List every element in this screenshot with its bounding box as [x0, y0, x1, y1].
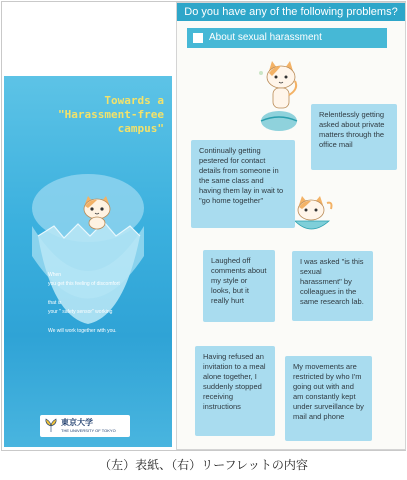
cover-line-3: that is — [48, 300, 62, 306]
problem-bubble-6: My movements are restricted by who I'm going out with and am constantly kept under surveillance by mail and phone — [285, 356, 372, 441]
section-heading-text: About sexual harassment — [209, 32, 322, 43]
cover-line-5: We will work together with you. — [48, 328, 117, 334]
cat-on-ball-icon — [249, 55, 309, 135]
logo-subtitle: THE UNIVERSITY OF TOKYO — [61, 428, 116, 433]
cover-line-1: When — [48, 272, 62, 278]
ginkgo-logo-icon — [44, 418, 58, 433]
problem-bubble-2: Continually getting pestered for contact details from someone in the same class and having them lay in wait to "go home together" — [191, 140, 295, 228]
leaflet-cover — [4, 76, 172, 447]
leaflet-content — [176, 2, 406, 450]
cat-in-cup-icon — [291, 193, 335, 237]
cover-title: Towards a "Harassment-free campus" — [58, 94, 164, 135]
problem-bubble-4: I was asked "is this sexual harassment" by colleagues in the same research lab. — [292, 251, 373, 321]
figure-caption: （左）表紙、（右）リーフレットの内容 — [99, 458, 308, 472]
cat-mascot-icon — [80, 194, 114, 230]
problem-bubble-3: Laughed off comments about my style or looks, but it really hurt — [203, 250, 275, 322]
cover-line-4: your " safety sensor" working — [48, 309, 113, 315]
problem-bubble-5: Having refused an invitation to a meal alone together, I suddenly stopped receiving instructions — [195, 346, 275, 436]
logo-name: 東京大学 — [61, 417, 93, 427]
cover-line-2: you get this feeling of discomfort — [48, 281, 120, 287]
problems-banner: Do you have any of the following problems? — [177, 3, 405, 21]
university-logo — [40, 415, 130, 437]
section-heading — [187, 28, 387, 48]
section-marker-icon — [193, 33, 203, 43]
problem-bubble-1: Relentlessly getting asked about private matters through the office mail — [311, 104, 397, 170]
